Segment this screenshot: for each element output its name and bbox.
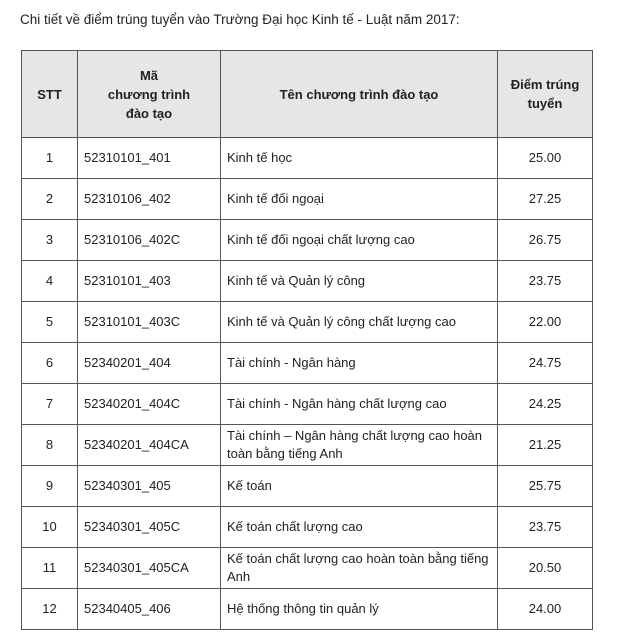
- cell-score: 24.75: [498, 343, 593, 384]
- cell-score: 22.00: [498, 302, 593, 343]
- admission-scores-table: [21, 50, 593, 630]
- cell-code: 52340301_405: [78, 466, 221, 507]
- cell-score: 23.75: [498, 507, 593, 548]
- cell-code: 52340201_404CA: [78, 425, 221, 466]
- cell-stt: 1: [22, 138, 78, 179]
- cell-name: Kinh tế đối ngoại: [221, 179, 498, 220]
- cell-stt: 7: [22, 384, 78, 425]
- cell-name: Tài chính - Ngân hàng chất lượng cao: [221, 384, 498, 425]
- cell-code: 52310101_403: [78, 261, 221, 302]
- cell-stt: 3: [22, 220, 78, 261]
- table-row: [22, 466, 593, 507]
- header-program-name: Tên chương trình đào tạo: [221, 51, 498, 138]
- cell-code: 52340301_405C: [78, 507, 221, 548]
- cell-score: 21.25: [498, 425, 593, 466]
- header-score-line-1: Điểm trúng: [510, 77, 580, 92]
- cell-score: 20.50: [498, 548, 593, 589]
- header-code-line-1: Mã: [139, 67, 159, 83]
- table-row: [22, 425, 593, 466]
- header-score-line-2: tuyển: [527, 96, 563, 111]
- table-row: [22, 548, 593, 589]
- cell-score: 23.75: [498, 261, 593, 302]
- cell-score: 26.75: [498, 220, 593, 261]
- table-row: [22, 179, 593, 220]
- intro-text: Chi tiết về điểm trúng tuyển vào Trường Đại học Kinh tế - Luật năm 2017:: [20, 12, 460, 27]
- cell-stt: 10: [22, 507, 78, 548]
- cell-score: 24.25: [498, 384, 593, 425]
- cell-name: Kế toán chất lượng cao hoàn toàn bằng tiếng Anh: [221, 548, 498, 589]
- header-score: [498, 51, 593, 138]
- cell-stt: 9: [22, 466, 78, 507]
- cell-name: Kế toán: [221, 466, 498, 507]
- cell-score: 24.00: [498, 589, 593, 630]
- cell-code: 52310101_401: [78, 138, 221, 179]
- cell-score: 25.00: [498, 138, 593, 179]
- cell-stt: 2: [22, 179, 78, 220]
- table-row: [22, 507, 593, 548]
- cell-stt: 5: [22, 302, 78, 343]
- cell-stt: 11: [22, 548, 78, 589]
- cell-stt: 8: [22, 425, 78, 466]
- table-row: [22, 589, 593, 630]
- cell-code: 52340201_404: [78, 343, 221, 384]
- cell-code: 52310106_402C: [78, 220, 221, 261]
- table-row: [22, 302, 593, 343]
- cell-code: 52340201_404C: [78, 384, 221, 425]
- table-row: [22, 138, 593, 179]
- cell-stt: 4: [22, 261, 78, 302]
- cell-code: 52340405_406: [78, 589, 221, 630]
- table-header-row: [22, 51, 593, 138]
- header-code-line-2: chương trình: [107, 86, 191, 102]
- cell-code: 52310106_402: [78, 179, 221, 220]
- table-row: [22, 384, 593, 425]
- cell-stt: 12: [22, 589, 78, 630]
- header-stt: STT: [22, 51, 78, 138]
- cell-score: 27.25: [498, 179, 593, 220]
- cell-name: Kinh tế và Quản lý công chất lượng cao: [221, 302, 498, 343]
- cell-code: 52340301_405CA: [78, 548, 221, 589]
- cell-name: Kinh tế và Quản lý công: [221, 261, 498, 302]
- cell-name: Hệ thống thông tin quản lý: [221, 589, 498, 630]
- cell-stt: 6: [22, 343, 78, 384]
- cell-name: Tài chính – Ngân hàng chất lượng cao hoàn toàn bằng tiếng Anh: [221, 425, 498, 466]
- table-row: [22, 220, 593, 261]
- cell-name: Kế toán chất lượng cao: [221, 507, 498, 548]
- cell-name: Tài chính - Ngân hàng: [221, 343, 498, 384]
- table-row: [22, 261, 593, 302]
- header-code-line-3: đào tạo: [125, 105, 173, 121]
- table-row: [22, 343, 593, 384]
- header-program-code: [78, 51, 221, 138]
- cell-name: Kinh tế học: [221, 138, 498, 179]
- cell-name: Kinh tế đối ngoại chất lượng cao: [221, 220, 498, 261]
- cell-score: 25.75: [498, 466, 593, 507]
- cell-code: 52310101_403C: [78, 302, 221, 343]
